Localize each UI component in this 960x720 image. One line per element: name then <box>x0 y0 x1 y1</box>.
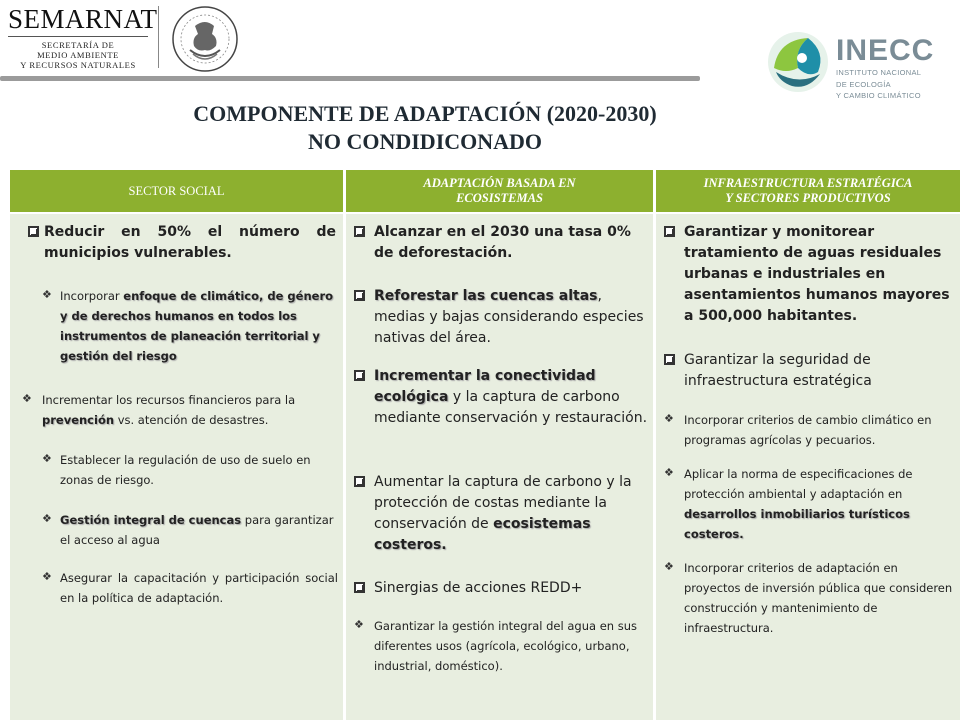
item-text: Sinergias de acciones REDD+ <box>374 580 583 596</box>
diamond-bullet-icon: ❖ <box>42 512 52 525</box>
list-item <box>42 568 338 608</box>
item-text: Incorporar criterios de adaptación en proyectos de inversión pública que consideren construcción y mantenimiento de infraestructura. <box>684 561 953 635</box>
semarnat-sub-1: SECRETARÍA DE <box>41 40 115 50</box>
diamond-bullet-icon: ❖ <box>664 412 674 425</box>
item-text-highlight: prevención <box>42 413 115 427</box>
list-item <box>664 350 956 392</box>
diamond-bullet-icon: ❖ <box>42 288 52 301</box>
column-social <box>10 214 343 720</box>
mexican-eagle-seal-icon <box>168 4 242 79</box>
list-item <box>42 510 338 550</box>
list-item <box>28 222 336 264</box>
header-divider <box>158 6 159 68</box>
checkbox-bullet-icon <box>354 370 365 381</box>
item-text <box>354 366 648 429</box>
inecc-sub-2: DE ECOLOGÍA <box>836 79 891 89</box>
checkbox-bullet-icon <box>664 354 675 365</box>
semarnat-logo <box>8 4 158 74</box>
header-infrastructure <box>656 170 960 212</box>
item-text-post: y la captura de carbono mediante conservación y restauración. <box>374 389 648 426</box>
item-text-pre: Incrementar los recursos financieros para la <box>42 393 296 407</box>
header-ecosystems-line-1: ADAPTACIÓN BASADA EN <box>423 176 576 190</box>
diamond-bullet-icon: ❖ <box>664 466 674 479</box>
title-line-2: NO CONDIDICONADO <box>307 129 543 154</box>
inecc-sub-3: Y CAMBIO CLIMÁTICO <box>836 91 921 100</box>
checkbox-bullet-icon <box>664 226 675 237</box>
list-item <box>354 366 648 429</box>
checkbox-bullet-icon <box>354 290 365 301</box>
diamond-bullet-icon: ❖ <box>664 560 674 573</box>
adaptation-table <box>10 170 960 720</box>
checkbox-bullet-icon <box>354 476 365 487</box>
list-item <box>354 472 648 556</box>
header-ecosystems <box>346 170 653 212</box>
list-item <box>664 222 956 327</box>
list-item <box>354 286 648 349</box>
list-item <box>664 558 956 638</box>
item-text <box>354 286 648 349</box>
list-item <box>22 390 338 430</box>
item-text: Incorporar criterios de cambio climático en programas agrícolas y pecuarios. <box>684 413 932 447</box>
item-text-pre: Aplicar la norma de especificaciones de protección ambiental y adaptación en <box>684 467 913 501</box>
item-text: Garantizar la seguridad de infraestructura estratégica <box>684 352 872 389</box>
item-text-post: vs. atención de desastres. <box>114 413 269 427</box>
checkbox-bullet-icon <box>354 582 365 593</box>
item-text: Garantizar y monitorear tratamiento de aguas residuales urbanas e industriales en asentamientos humanos mayores a 500,000 habitantes. <box>684 224 950 324</box>
list-item <box>664 410 956 450</box>
list-item <box>354 616 648 676</box>
diamond-bullet-icon: ❖ <box>354 618 364 631</box>
item-text <box>22 390 338 430</box>
item-text: Reducir en 50% el número de municipios vulnerables. <box>44 224 336 261</box>
header-infrastructure-line-1: INFRAESTRUCTURA ESTRATÉGICA <box>703 176 913 190</box>
inecc-logo <box>836 36 934 101</box>
header-underline <box>0 76 700 81</box>
list-item <box>42 286 338 366</box>
column-ecosystems <box>346 214 653 720</box>
semarnat-name: SEMARNAT <box>8 4 158 34</box>
diamond-bullet-icon: ❖ <box>42 452 52 465</box>
item-text: Garantizar la gestión integral del agua en sus diferentes usos (agrícola, ecológico, urbano, industrial, doméstico). <box>374 619 637 673</box>
list-item <box>42 450 338 490</box>
checkbox-bullet-icon <box>354 226 365 237</box>
header-social: SECTOR SOCIAL <box>10 170 343 212</box>
semarnat-sub-3: Y RECURSOS NATURALES <box>20 60 136 70</box>
header-infrastructure-line-2: Y SECTORES PRODUCTIVOS <box>725 191 891 205</box>
item-text <box>42 510 338 550</box>
item-text-highlight: desarrollos inmobiliarios turísticos costeros. <box>684 507 910 541</box>
inecc-sub-1: INSTITUTO NACIONAL <box>836 68 922 77</box>
list-item <box>664 464 956 544</box>
title-line-1: COMPONENTE DE ADAPTACIÓN (2020-2030) <box>193 101 657 126</box>
header-ecosystems-line-2: ECOSISTEMAS <box>456 191 543 205</box>
page-title <box>0 100 850 156</box>
diamond-bullet-icon: ❖ <box>42 570 52 583</box>
item-text <box>42 286 338 366</box>
semarnat-sub-2: MEDIO AMBIENTE <box>37 50 119 60</box>
item-text-highlight: ecosistemas costeros. <box>374 516 591 553</box>
item-text-highlight: enfoque de climático, de género y de derechos humanos en todos los instrumentos de planeación territorial y gestión del riesgo <box>60 289 334 363</box>
item-text-highlight: Reforestar las cuencas altas <box>374 288 598 304</box>
checkbox-bullet-icon <box>28 226 39 237</box>
list-item <box>354 222 648 264</box>
inecc-name: INECC <box>836 34 935 67</box>
item-text-pre: Incorporar <box>60 289 124 303</box>
item-text: Alcanzar en el 2030 una tasa 0% de deforestación. <box>374 224 631 261</box>
inecc-leaf-logo-icon <box>764 28 832 101</box>
diamond-bullet-icon: ❖ <box>22 392 32 405</box>
item-text-highlight: Gestión integral de cuencas <box>60 513 242 527</box>
item-text-highlight: Incrementar la conectividad ecológica <box>374 368 596 405</box>
list-item <box>354 578 648 599</box>
item-text: Establecer la regulación de uso de suelo en zonas de riesgo. <box>60 453 311 487</box>
item-text <box>664 464 956 544</box>
item-text-post: , medias y bajas considerando especies nativas del área. <box>374 288 644 346</box>
item-text: Asegurar la capacitación y participación social en la política de adaptación. <box>60 571 338 605</box>
column-infrastructure <box>656 214 960 720</box>
item-text <box>354 472 648 556</box>
semarnat-rule <box>8 36 148 37</box>
item-text-post: para garantizar el acceso al agua <box>60 513 334 547</box>
item-text-pre: Aumentar la captura de carbono y la protección de costas mediante la conservación de <box>374 474 632 532</box>
